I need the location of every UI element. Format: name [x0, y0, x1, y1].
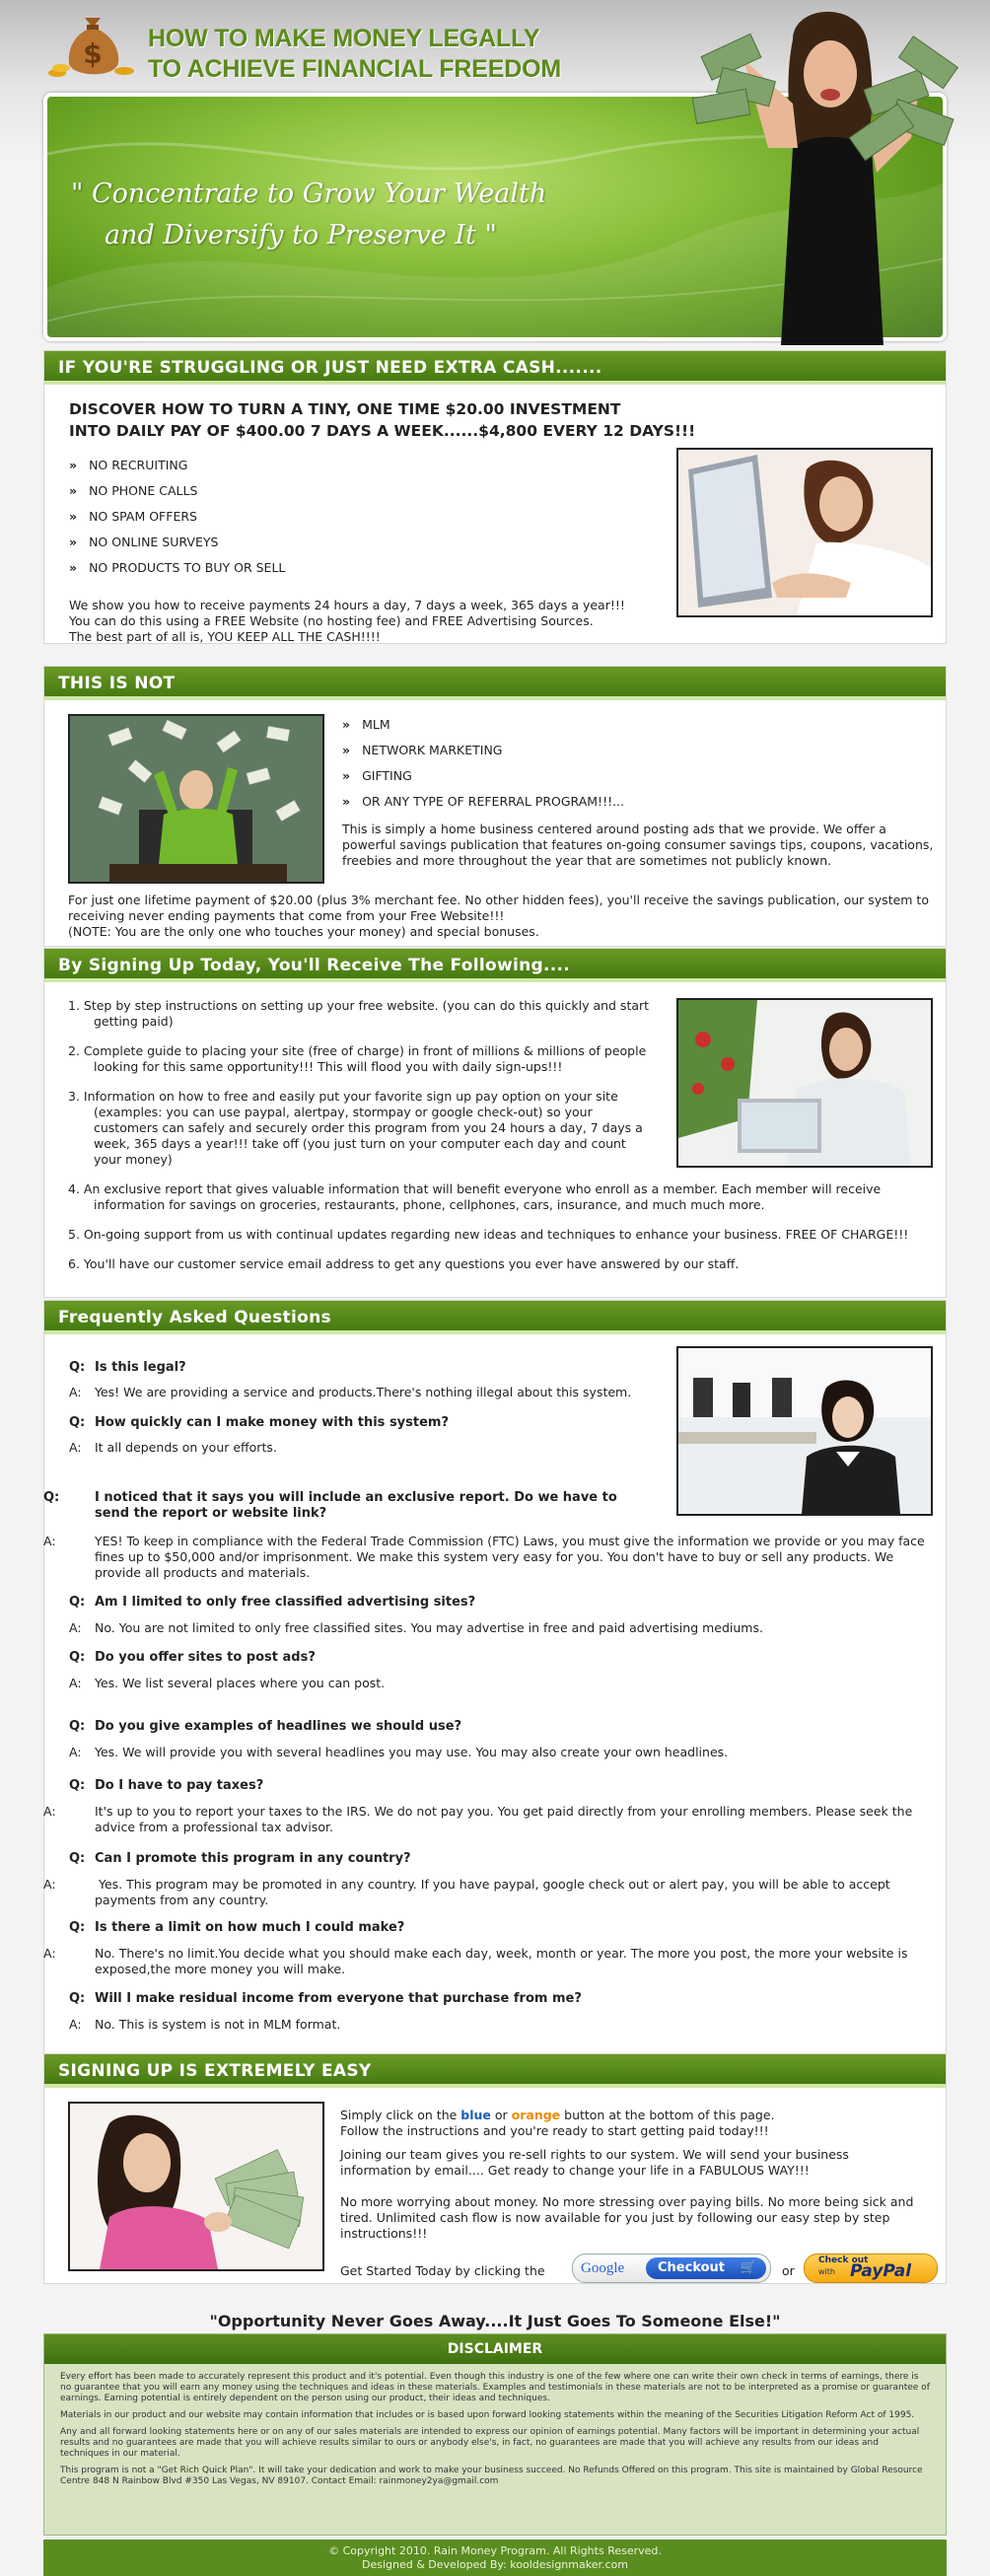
- faq-answer: A: It all depends on your efforts.: [69, 1440, 277, 1455]
- intro-text-3: The best part of all is, YOU KEEP ALL THE CASH!!!!: [69, 629, 381, 644]
- signup-benefits-heading: By Signing Up Today, You'll Receive The Following....: [44, 949, 946, 982]
- woman-laptop-illustration: [678, 450, 931, 615]
- tagline: "Opportunity Never Goes Away....It Just Goes To Someone Else!": [209, 2312, 781, 2330]
- list-item: 1. Step by step instructions on setting up your free website. (you can do this quickly and start getting paid): [68, 998, 650, 1029]
- list-item: » OR ANY TYPE OF REFERRAL PROGRAM!!!...: [342, 789, 624, 815]
- disclaimer-text-2: Materials in our product and our website may contain information that includes or is based upon forward looking statements within the meaning of the Securities Litigation Reform Act of 1995.: [60, 2410, 915, 2420]
- paypal-checkout-button[interactable]: [804, 2254, 938, 2283]
- woman-computer-illustration: [678, 1000, 931, 1166]
- list-item: » NO SPAM OFFERS: [69, 504, 285, 530]
- woman-laptop-photo: [676, 448, 933, 617]
- hero-quote: [71, 174, 546, 256]
- paypal-with-label: with: [818, 2267, 835, 2276]
- faq-question: Q: How quickly can I make money with this system?: [69, 1415, 450, 1430]
- faq-item: [69, 1360, 671, 1400]
- get-started-text: Get Started Today by clicking the: [340, 2263, 545, 2278]
- this-is-not-section: [43, 666, 947, 947]
- faq-question: Q: I noticed that it says you will include an exclusive report. Do we have to send the report or website link?: [43, 1490, 617, 1521]
- payment-note: (NOTE: You are the only one who touches your money) and special bonuses.: [68, 924, 539, 939]
- man-money-rain-photo: [68, 714, 324, 884]
- disclaimer-heading: DISCLAIMER: [44, 2334, 946, 2364]
- signup-no-worry-text: No more worrying about money. No more stressing over paying bills. No more being sick and tired. Unlimited cash flow is now available for you just by following our easy step by step instructions!!!: [340, 2194, 914, 2241]
- investment-headline-line2: INTO DAILY PAY OF $400.00 7 DAYS A WEEK......$4,800 EVERY 12 DAYS!!!: [69, 422, 696, 440]
- woman-computer-photo: [676, 998, 933, 1168]
- faq-item: [43, 1490, 651, 1522]
- faq-question: Q: Am I limited to only free classified advertising sites?: [69, 1595, 476, 1610]
- paypal-logo: PayPal: [850, 2261, 912, 2281]
- this-is-not-heading: THIS IS NOT: [44, 667, 946, 700]
- list-item: » NETWORK MARKETING: [342, 738, 624, 763]
- disclaimer-section: [43, 2333, 947, 2536]
- hero-quote-line1: " Concentrate to Grow Your Wealth: [71, 179, 547, 209]
- faq-item: [43, 1920, 927, 1977]
- faq-item: [43, 1851, 927, 1908]
- payment-text: For just one lifetime payment of $20.00 (plus 3% merchant fee. No other hidden fees), you'll receive the savings publication, our system to receiving never ending payments that come from your Free Website!!!: [68, 893, 929, 923]
- svg-text:$: $: [83, 37, 103, 70]
- page: [43, 0, 947, 2571]
- woman-cash-illustration: [70, 2104, 322, 2269]
- faq-question: Q: Is this legal?: [69, 1360, 186, 1375]
- list-item: 3. Information on how to free and easily put your favorite sign up pay option on your site (examples: you can use paypal, alertpay, stormpay or google check-out) so your customers can safely and securely order this program from you 24 hours a day, 7 days a week, 365 days a year!!! take off (you just turn on your computer each day and count your money): [68, 1089, 643, 1167]
- disclaimer-text-4: This program is not a "Get Rich Quick Plan". It will take your dedication and work to make your business succeed. No Refunds Offered on this program. This site is maintained by Global Resource Centre 848 N Rainbow Blvd #350 Las Vegas, NV 89107. Contact Email: rainmoney2ya@gmail.com: [60, 2466, 923, 2486]
- faq-item: [43, 1778, 927, 1835]
- faq-answer: A: Yes! We are providing a service and products.There's nothing illegal about this system.: [69, 1385, 632, 1399]
- business-description: This is simply a home business centered around posting ads that we provide. We offer a powerful savings publication that features on-going consumer savings tips, coupons, vacations, freebies and more throughout the year that are sometimes not publicly known.: [342, 822, 934, 868]
- investment-headline-line1: DISCOVER HOW TO TURN A TINY, ONE TIME $20.00 INVESTMENT: [69, 400, 621, 418]
- faq-answer: A: No. This is system is not in MLM format.: [69, 2017, 341, 2032]
- faq-item: [69, 1719, 927, 1760]
- faq-item: [69, 1650, 927, 1691]
- site-title-line2: TO ACHIEVE FINANCIAL FREEDOM: [148, 55, 561, 83]
- list-item: 4. An exclusive report that gives valuable information that will benefit everyone who enroll as a member. Each member will receive information for savings on groceries, restaurants, phone, cellphones, cars, insurance, and much much more.: [68, 1181, 882, 1212]
- list-item: 6. You'll have our customer service email address to get any questions you ever have answered by our staff.: [68, 1256, 740, 1271]
- list-item: » GIFTING: [342, 763, 624, 789]
- intro-text-2: You can do this using a FREE Website (no hosting fee) and FREE Advertising Sources.: [69, 613, 594, 628]
- site-title-line1: HOW TO MAKE MONEY LEGALLY: [148, 25, 540, 52]
- signup-instructions: Simply click on the blue or orange button at the bottom of this page. Follow the instructions and you're ready to start getting paid today!!!: [340, 2108, 775, 2138]
- copyright-text: © Copyright 2010. Rain Money Program. All Rights Reserved.: [328, 2544, 662, 2557]
- faq-item-answer: [43, 1534, 927, 1581]
- faq-question: Q: Do you offer sites to post ads?: [69, 1650, 316, 1665]
- office-woman-photo: [676, 1346, 933, 1516]
- signup-resell-text: Joining our team gives you re-sell rights to our system. We will send your business information by email.... Get ready to change your life in a FABULOUS WAY!!!: [340, 2147, 849, 2178]
- payment-paragraph: [68, 893, 936, 940]
- blue-word: blue: [460, 2108, 491, 2122]
- faq-item: [69, 1595, 927, 1636]
- or-text: or: [782, 2263, 795, 2278]
- signup-easy-heading: SIGNING UP IS EXTREMELY EASY: [44, 2054, 946, 2088]
- faq-section: [43, 1300, 947, 2057]
- disclaimer-text-3: Any and all forward looking statements here or on any of our sales materials are intended to express our opinion of earnings potential. Many factors will be important in determining your actual results and no guarantees are made that you will achieve results similar to ours or anybody else's, in fact, no guarantees are made that you will achieve any results from our ideas and techniques in our material.: [60, 2427, 920, 2459]
- google-checkout-button[interactable]: [572, 2254, 771, 2283]
- faq-answer: A: Yes. This program may be promoted in any country. If you have paypal, google check out or alert pay, you will be able to accept payments from any country.: [43, 1877, 890, 1907]
- man-money-rain-illustration: [70, 716, 322, 882]
- no-list: [69, 453, 285, 581]
- google-checkout-label: Checkout 🛒: [646, 2257, 766, 2279]
- faq-item: [69, 1415, 671, 1456]
- list-item: » NO PRODUCTS TO BUY OR SELL: [69, 555, 285, 581]
- designer-credit: Designed & Developed By: kooldesignmaker.com: [362, 2558, 628, 2571]
- intro-paragraphs: [69, 598, 720, 645]
- struggling-section: [43, 350, 947, 644]
- faq-heading: Frequently Asked Questions: [44, 1301, 946, 1334]
- faq-item: [69, 1991, 927, 2033]
- faq-question: Q: Can I promote this program in any country?: [69, 1851, 411, 1866]
- hero-quote-line2: and Diversify to Preserve It ": [105, 220, 497, 250]
- faq-answer: A: Yes. We list several places where you can post.: [69, 1676, 386, 1690]
- money-bag-icon: [47, 8, 138, 82]
- faq-answer: A: No. There's no limit.You decide what you should make each day, week, month or year. The more you post, the more your website is exposed,the more money you will make.: [43, 1946, 908, 1976]
- faq-question: Q: Will I make residual income from everyone that purchase from me?: [69, 1991, 582, 2006]
- google-logo: Google: [581, 2260, 625, 2276]
- cart-icon: 🛒: [740, 2260, 756, 2275]
- header: [43, 0, 947, 350]
- disclaimer-text-1: Every effort has been made to accurately represent this product and it's potential. Even though this industry is one of the few where one can write their own check in terms of earnings, there is no guarantee that you will earn any money using the techniques and ideas in these materials. Examples and testimonials in these materials are not to be interpreted as a promise or guarantee of earnings. Earning potential is entirely dependent on the person using our product, their ideas and techniques.: [60, 2372, 930, 2403]
- investment-headline: [69, 398, 695, 442]
- list-item: » NO RECRUITING: [69, 453, 285, 478]
- list-item: » NO PHONE CALLS: [69, 478, 285, 504]
- list-item: 2. Complete guide to placing your site (free of charge) in front of millions & millions of people looking for this same opportunity!!! This will flood you with daily sign-ups!!!: [68, 1043, 647, 1074]
- paypal-checkout-label: Check out: [818, 2255, 869, 2265]
- office-woman-illustration: [678, 1348, 931, 1514]
- faq-question: Q: Do you give examples of headlines we should use?: [69, 1719, 462, 1734]
- faq-question: Q: Is there a limit on how much I could make?: [69, 1920, 405, 1935]
- woman-cash-photo: [68, 2102, 324, 2271]
- list-item: 5. On-going support from us with continual updates regarding new ideas and techniques to enhance your business. FREE OF CHARGE!!!: [68, 1227, 909, 1242]
- list-item: » NO ONLINE SURVEYS: [69, 530, 285, 555]
- signup-text: [340, 2108, 932, 2242]
- not-list: [342, 712, 624, 815]
- orange-word: orange: [511, 2108, 561, 2122]
- faq-answer: A: YES! To keep in compliance with the Federal Trade Commission (FTC) Laws, you must give the information we provide or you may face fines up to $50,000 and/or imprisonment. We make this system very easy for you. You don't have to buy or sell any products. We provide all products and materials.: [43, 1534, 925, 1580]
- signup-benefits-section: [43, 948, 947, 1298]
- woman-with-money-image: [674, 0, 970, 345]
- signup-easy-section: [43, 2053, 947, 2284]
- footer: [43, 2540, 947, 2576]
- intro-text-1: We show you how to receive payments 24 hours a day, 7 days a week, 365 days a year!!!: [69, 598, 625, 612]
- struggling-section-heading: IF YOU'RE STRUGGLING OR JUST NEED EXTRA CASH.......: [44, 351, 946, 385]
- list-item: » MLM: [342, 712, 624, 738]
- faq-answer: A: It's up to you to report your taxes to the IRS. We do not pay you. You get paid directly from your enrolling members. Please seek the advice from a professional tax advisor.: [43, 1804, 913, 1834]
- faq-answer: A: No. You are not limited to only free classified sites. You may advertise in free and paid advertising mediums.: [69, 1620, 763, 1635]
- faq-question: Q: Do I have to pay taxes?: [69, 1778, 264, 1793]
- faq-answer: A: Yes. We will provide you with several headlines you may use. You may also create your own headlines.: [69, 1745, 729, 1759]
- site-title: [148, 24, 561, 85]
